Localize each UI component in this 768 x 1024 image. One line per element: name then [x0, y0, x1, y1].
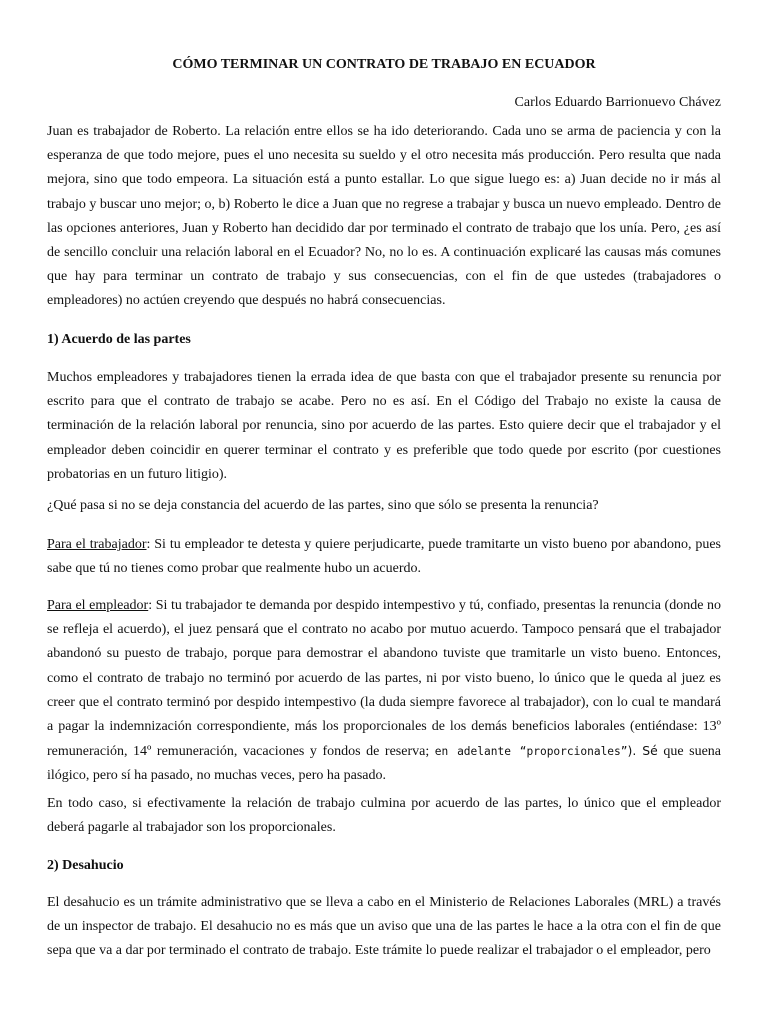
section-heading-desahucio: 2) Desahucio	[47, 858, 124, 873]
question-paragraph: ¿Qué pasa si no se deja constancia del acuerdo de las partes, sino que sólo se presenta la renuncia?	[47, 498, 599, 513]
document-title: CÓMO TERMINAR UN CONTRATO DE TRABAJO EN ECUADOR	[172, 57, 596, 72]
intro-paragraph: Juan es trabajador de Roberto. La relación entre ellos se ha ido deteriorando. Cada uno se arma de paciencia y con la esperanza de que todo mejore, pues el uno necesita su sueldo y el otro necesita más producción. Pero resulta que nada mejora, sino que todo empeora. La situación está a punto estallar. Lo que sigue luego es: a) Juan decide no ir más al trabajo y buscar uno mejor; o, b) Roberto le dice a Juan que no regrese a trabajar y busca un nuevo empleado. Dentro de las opciones anteriores, Juan y Roberto han decidido dar por terminado el contrato de trabajo que los unía. Pero, ¿es así de sencillo concluir una relación laboral en el Ecuador? No, no lo es. A continuación explicaré las causas más comunes que hay para terminar un contrato de trabajo y sus consecuencias, con el fin de que ustedes (trabajadores o empleadores) no actúen creyendo que después no habrá consecuencias.	[47, 124, 721, 309]
desahucio-paragraph: El desahucio es un trámite administrativo que se lleva a cabo en el Ministerio de Relaciones Laborales (MRL) a través de un inspector de trabajo. El desahucio no es más que un aviso que una de las partes le hace a la otra con el fin de que sepa que va a dar por terminado el contrato de trabajo. Este trámite lo puede realizar el trabajador o el empleador, pero	[47, 895, 721, 959]
final-paragraph: En todo caso, si efectivamente la relación de trabajo culmina por acuerdo de las partes, lo único que el empleador deberá pagarle al trabajador son los proporcionales.	[47, 796, 721, 836]
employer-sans-text: ). Sé	[627, 743, 658, 759]
worker-text: : Si tu empleador te detesta y quiere perjudicarte, puede tramitarte un visto bueno por abandono, pues sabe que tú no tienes como probar que realmente hubo un acuerdo.	[47, 537, 721, 577]
employer-end-text: que suena ilógico, pero sí ha pasado, no muchas veces, pero ha pasado.	[47, 744, 721, 784]
acuerdo-paragraph: Muchos empleadores y trabajadores tienen la errada idea de que basta con que el trabajador presente su renuncia por escrito para que el contrato de trabajo se acabe. Pero no es así. En el Código del Trabajo no existe la causa de terminación de la relación laboral por renuncia, sino por acuerdo de las partes. Esto quiere decir que el trabajador y el empleador deben coincidir en querer terminar el contrato y es preferible que todo quede por escrito (por cuestiones probatorias en un futuro litigio).	[47, 370, 721, 482]
employer-mono-text: en adelante “proporcionales”	[434, 745, 628, 759]
employer-label: Para el empleador	[47, 598, 149, 613]
worker-label: Para el trabajador	[47, 537, 147, 552]
author-name: Carlos Eduardo Barrionuevo Chávez	[514, 95, 721, 110]
section-heading-acuerdo: 1) Acuerdo de las partes	[47, 332, 191, 347]
employer-text: : Si tu trabajador te demanda por despido intempestivo y tú, confiado, presentas la renuncia (donde no se refleja el acuerdo), el juez pensará que el contrato no acabo por mutuo acuerdo. Tampoco pensará que el trabajador abandonó su puesto de trabajo, porque para demostrar el abandono tuviste que tramitarle un visto bueno. Entonces, como el contrato de trabajo no terminó por acuerdo de las partes, ni por visto bueno, lo único que le queda al juez es creer que el contrato terminó por despido intempestivo (la duda siempre favorece al trabajador), con lo cual te mandará a pagar la indemnización correspondiente, más los proporcionales de los demás beneficios laborales (entiéndase: 13º remuneración, 14º remuneración, vacaciones y fondos de reserva;	[47, 598, 722, 760]
worker-paragraph	[47, 533, 721, 581]
employer-paragraph	[47, 594, 721, 789]
